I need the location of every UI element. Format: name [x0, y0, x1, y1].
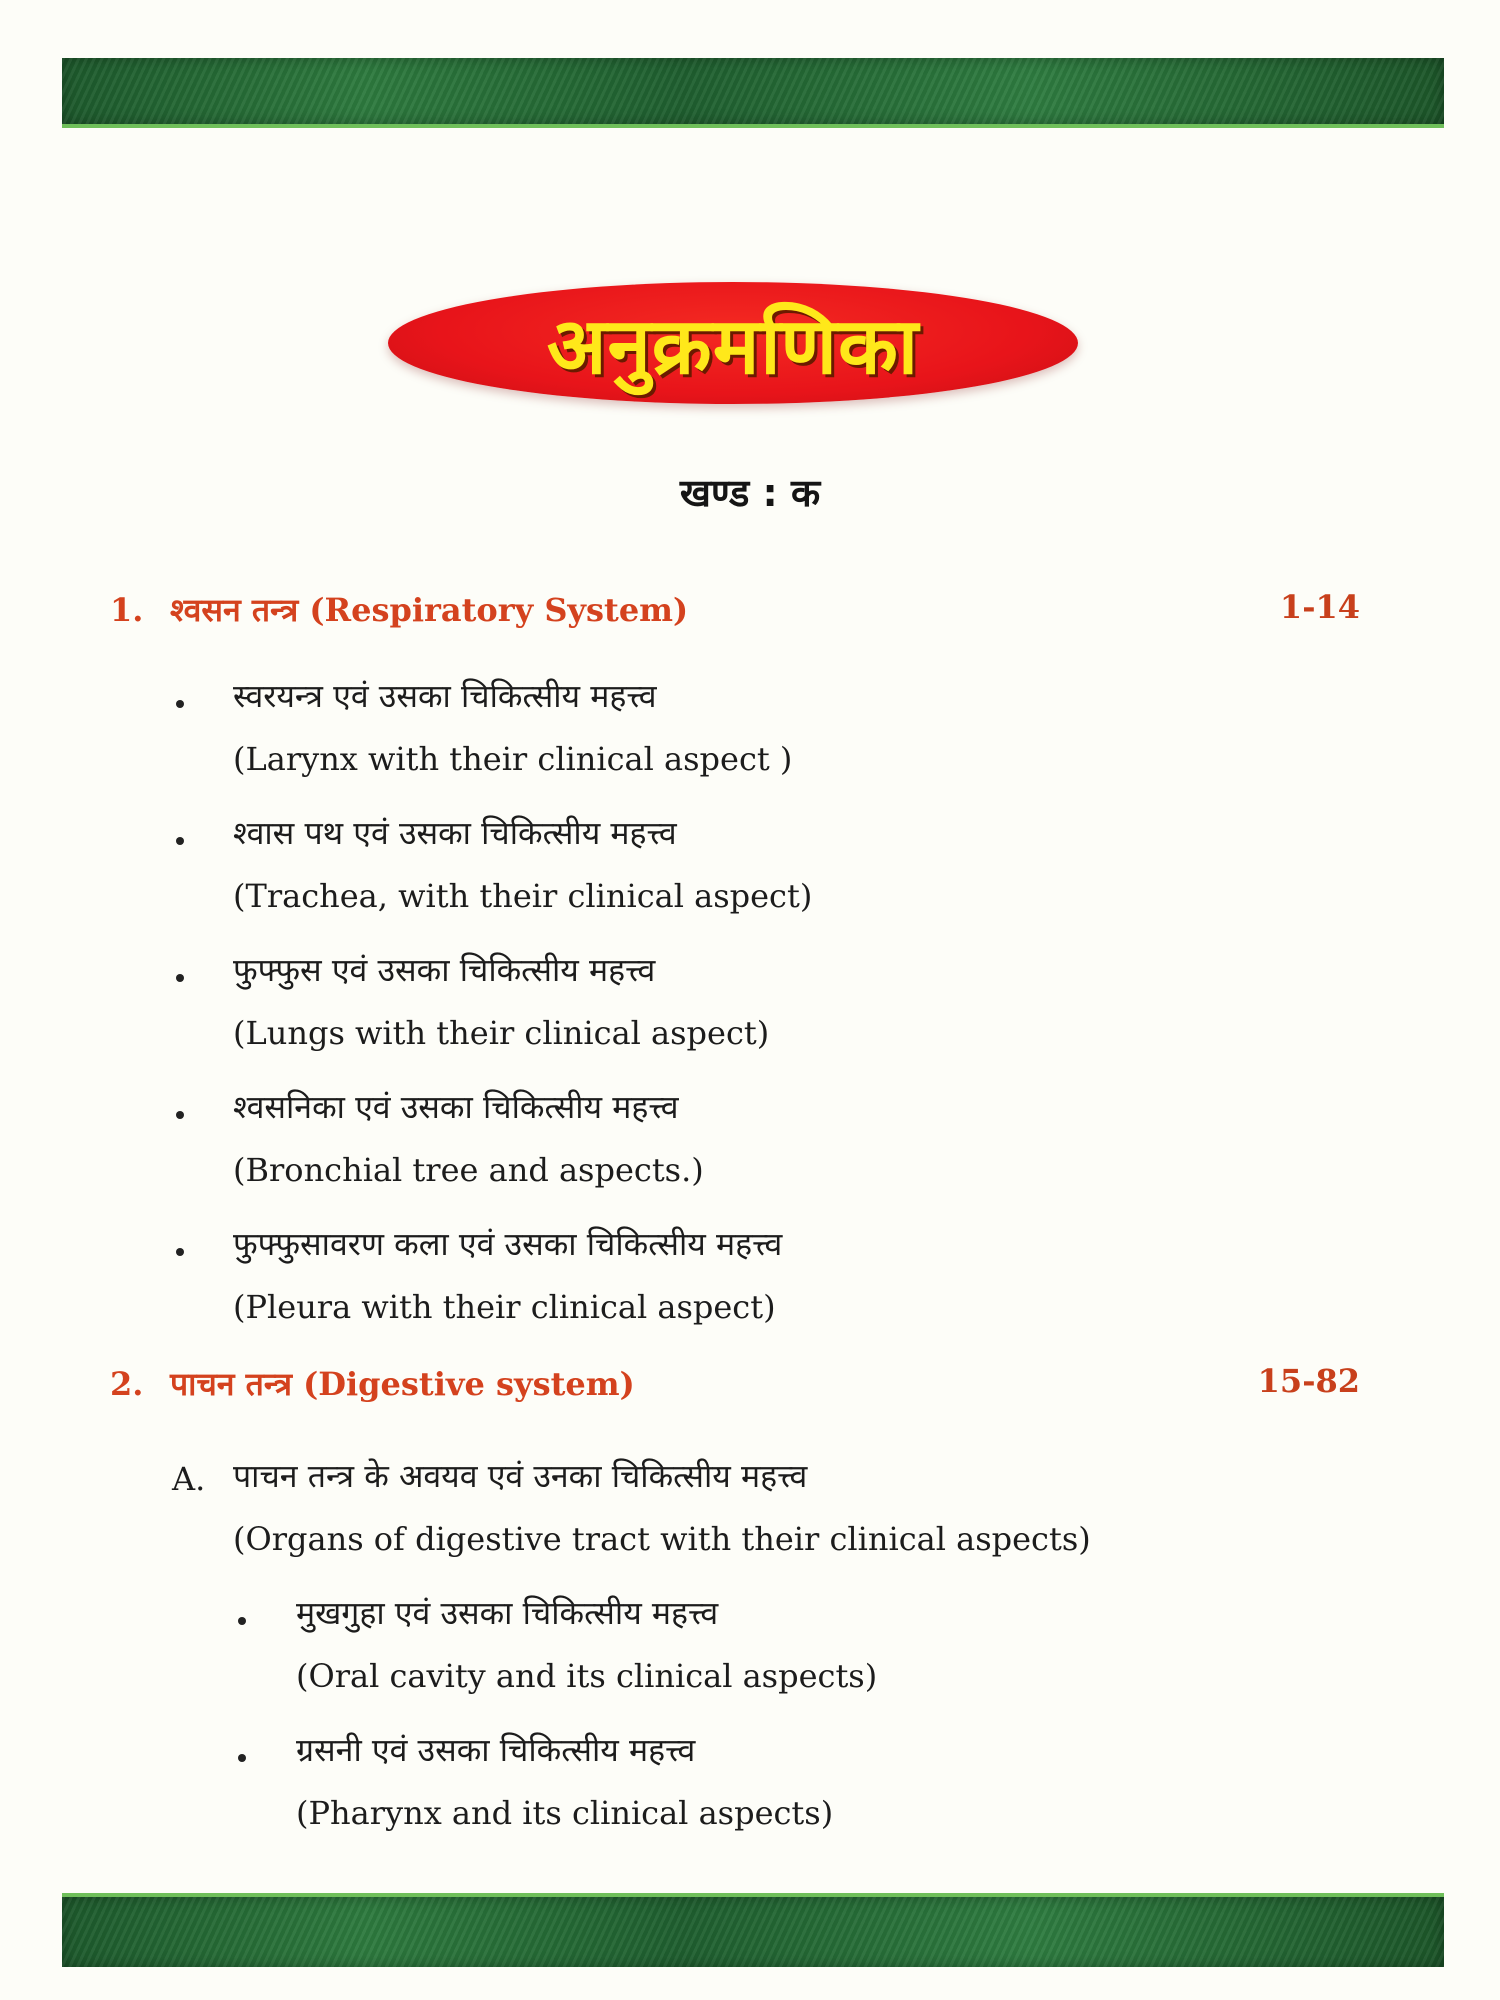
bullet	[176, 1111, 184, 1119]
bullet	[176, 700, 184, 708]
bottom-decorative-band	[62, 1893, 1444, 1967]
list-item-hindi: स्वरयन्त्र एवं उसका चिकित्सीय महत्त्व	[233, 677, 657, 715]
list-item-hindi: मुखगुहा एवं उसका चिकित्सीय महत्त्व	[296, 1594, 719, 1632]
page-title: अनुक्रमणिका	[546, 302, 920, 392]
chapter-number: 2.	[110, 1365, 144, 1403]
list-item-hindi: ग्रसनी एवं उसका चिकित्सीय महत्त्व	[296, 1731, 696, 1769]
chapter-number: 1.	[110, 591, 144, 629]
subsection-label: A.	[172, 1460, 206, 1498]
list-item-hindi: फुफ्फुसावरण कला एवं उसका चिकित्सीय महत्त्व	[233, 1225, 783, 1263]
list-item-english: (Pharynx and its clinical aspects)	[296, 1794, 834, 1832]
chapter-title: पाचन तन्त्र (Digestive system)	[170, 1365, 635, 1403]
bullet	[238, 1754, 246, 1762]
chapter-1-heading	[110, 588, 1360, 631]
list-item-hindi: श्वसनिका एवं उसका चिकित्सीय महत्त्व	[233, 1088, 679, 1126]
subsection-hindi: पाचन तन्त्र के अवयव एवं उनका चिकित्सीय महत्त्व	[233, 1457, 808, 1495]
list-item-english: (Lungs with their clinical aspect)	[233, 1014, 770, 1052]
top-decorative-band	[62, 58, 1444, 128]
list-item-english: (Trachea, with their clinical aspect)	[233, 877, 813, 915]
list-item-english: (Bronchial tree and aspects.)	[233, 1151, 704, 1189]
chapter-pages: 1-14	[1279, 588, 1360, 626]
list-item-english: (Larynx with their clinical aspect )	[233, 740, 793, 778]
bullet	[176, 837, 184, 845]
title-oval	[388, 282, 1078, 404]
bullet	[176, 1248, 184, 1256]
list-item-english: (Pleura with their clinical aspect)	[233, 1288, 776, 1326]
chapter-title: श्वसन तन्त्र (Respiratory System)	[170, 591, 689, 629]
bullet	[238, 1617, 246, 1625]
list-item-hindi: फुफ्फुस एवं उसका चिकित्सीय महत्त्व	[233, 951, 656, 989]
subsection-english: (Organs of digestive tract with their clinical aspects)	[233, 1520, 1091, 1558]
list-item-english: (Oral cavity and its clinical aspects)	[296, 1657, 878, 1695]
chapter-2-heading	[110, 1362, 1360, 1405]
section-heading: खण्ड : क	[679, 471, 821, 515]
bullet	[176, 974, 184, 982]
list-item-hindi: श्वास पथ एवं उसका चिकित्सीय महत्त्व	[233, 814, 677, 852]
chapter-pages: 15-82	[1257, 1362, 1360, 1400]
